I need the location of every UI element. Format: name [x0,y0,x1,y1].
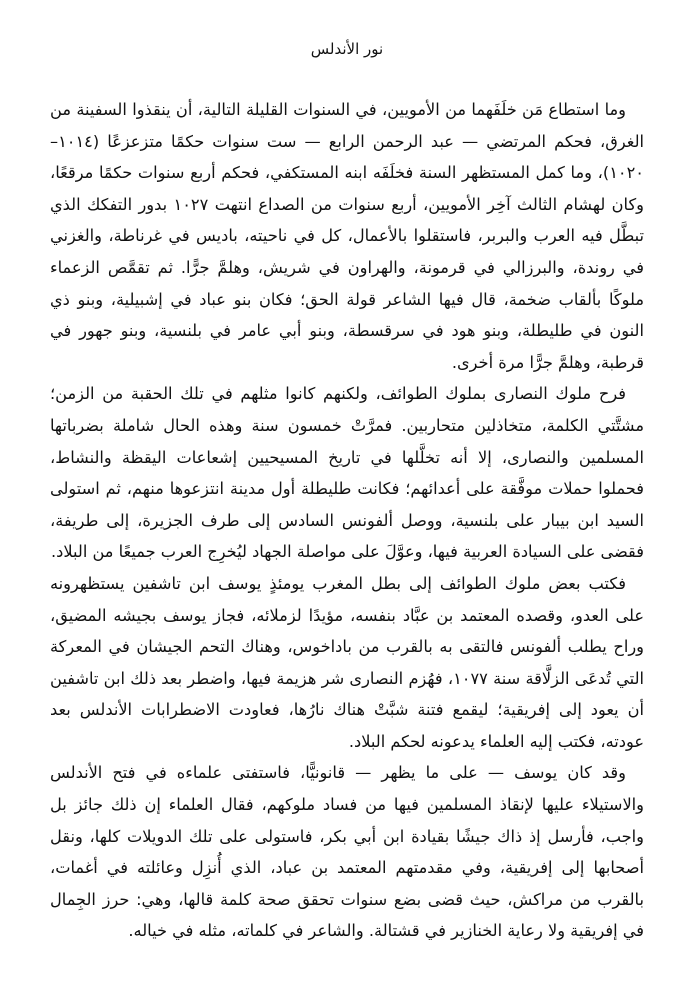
paragraph-4: وقد كان يوسف — على ما يظهر — قانونيًّا، فاستفتى علماءه في فتح الأندلس والاستيلاء عليها لإنقاذ المسلمين فيها من فساد ملوكهم، فقال العلماء إن ذلك جائز بل واجب، فأرسل إذ ذاك جيشًا بقيادة ابن أبي بكر، فاستولى على تلك الدويلات كلها، ونقل أصحابها إلى إفريقية، وفي مقدمتهم المعتمد بن عباد، الذي أُنزِل وعائلته في أغمات، بالقرب من مراكش، حيث قضى بضع سنوات تحقق صحة كلمة قالها، وهي: حرز الجِمال في إفريقية ولا رعاية الخنازير في قشتالة. والشاعر في كلماته، مثله في خياله. [50,763,644,941]
running-header: نور الأندلس [310,40,384,58]
paragraph-3: فكتب بعض ملوك الطوائف إلى بطل المغرب يومئذٍ يوسف ابن تاشفين يستظهرونه على العدو، وقصده المعتمد بن عبَّاد بنفسه، مؤيدًا لزملائه، فجاز يوسف بجيشه المضيق، وراح يطلب ألفونس فالتقى به بالقرب من باداخوس، وهناك التحم الجيشان في المعركة التي تُدعَى الزلَّاقة سنة ١٠٧٧، فهُزم النصارى شر هزيمة فيها، واضطر بعد ذلك ابن تاشفين أن يعود إلى إفريقية؛ ليقمع فتنة شبَّتْ هناك نارُها، فعاودت الاضطرابات الأندلس بعد عودته، فكتب إليه العلماء يدعونه لحكم البلاد. [50,573,644,751]
paragraph-2: فرح ملوك النصارى بملوك الطوائف، ولكنهم كانوا مثلهم في تلك الحقبة من الزمن؛ مشتَّتي الكلمة، متخاذلين متحاربين. فمرَّتْ خمسون سنة وهذه الحال شاملة بضرباتها المسلمين والنصارى، إلا أنه تخلَّلها في تاريخ المسيحيين إشعاعات اليقظة والنشاط، فحملوا حملات موفَّقة على أعدائهم؛ فكانت طليطلة أول مدينة انتزعوها منهم، ثم استولى السيد ابن بيبار على بلنسية، ووصل ألفونس السادس إلى طرف الجزيرة، إلى طريفة، فقضى على السيادة العربية فيها، وعوَّلَ على مواصلة الجهاد ليُخرِج العرب جميعًا من البلاد. [50,384,644,562]
body-text [50,94,644,947]
paragraph-1: وما استطاع مَن خلَفَهما من الأمويين، في السنوات القليلة التالية، أن ينقذوا السفينة من الغرق، فحكم المرتضي — عبد الرحمن الرابع — ست سنوات حكمًا متزعزعًا (١٠١٤–١٠٢٠)، وما كمل المستظهر السنة فخلَفَه ابنه المستكفي، فحكم أربع سنوات حكمًا مرقعًا، وكان لهشام الثالث آخِر الأمويين، أربع سنوات من الصداع انتهت ١٠٢٧ بدور التفكك الذي تبطَّل فيه العرب والبربر، فاستقلوا بالأعمال، كل في ناحيته، باديس في غرناطة، والغزني في روندة، والبرزالي في قرمونة، والهراون في شريش، وهلمَّ جرًّا. ثم تقمَّص الزعماء ملوكًا بألقاب ضخمة، قال فيها الشاعر قولة الحق؛ فكان بنو عباد في إشبيلية، وبنو ذي النون في طليطلة، وبنو هود في سرقسطة، وبنو أبي عامر في بلنسية، وبنو جهور في قرطبة، وهلمَّ جرًّا مرة أخرى. [50,100,644,372]
